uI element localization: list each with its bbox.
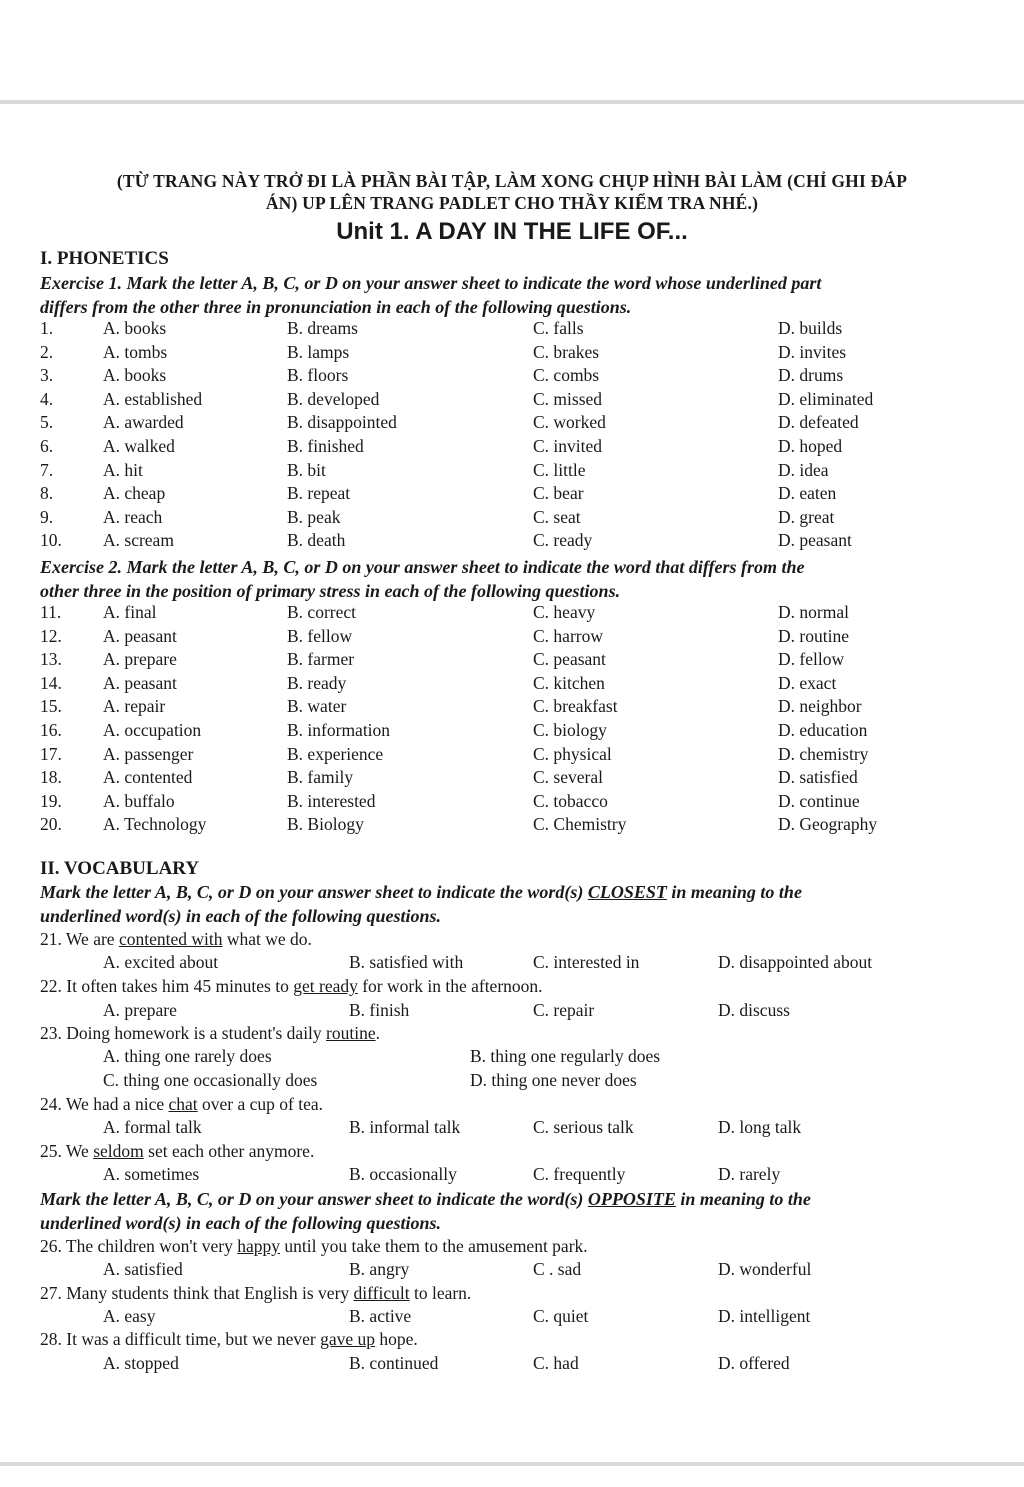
- question-row: [0, 365, 1024, 389]
- question-21: [40, 929, 312, 950]
- question-number: 10.: [40, 530, 62, 551]
- option-d: D. builds: [778, 318, 843, 338]
- question-number: 12.: [40, 625, 62, 646]
- option-d: D. long talk: [718, 1117, 802, 1137]
- option-b: B. information: [287, 720, 391, 740]
- question-number: 3.: [40, 365, 54, 386]
- option-c: C. breakfast: [533, 696, 618, 717]
- option-a: A. formal talk: [103, 1117, 202, 1137]
- exercise-2-instructions: [40, 556, 960, 603]
- option-b: B. interested: [287, 790, 376, 811]
- section-phonetics-title: I. PHONETICS: [40, 248, 169, 269]
- option-d: D. hoped: [778, 436, 843, 456]
- section-vocabulary-title: II. VOCABULARY: [40, 858, 200, 879]
- option-a: A. final: [103, 602, 157, 622]
- option-b: B. correct: [287, 602, 356, 622]
- option-b: B. occasionally: [349, 1164, 457, 1184]
- option-a: A. cheap: [103, 483, 166, 504]
- option-c: C . sad: [533, 1259, 582, 1279]
- question-row: [0, 602, 1024, 626]
- option-c: C. thing one occasionally does: [103, 1070, 318, 1090]
- question-row: [0, 626, 1024, 650]
- question-number: 7.: [40, 459, 54, 480]
- option-a: A. peasant: [103, 672, 177, 693]
- instr-text: Mark the letter A, B, C, or D on your answer sheet to indicate the word(s): [40, 882, 588, 902]
- option-c: C. falls: [533, 318, 584, 338]
- question-row: [0, 342, 1024, 366]
- question-row: [0, 507, 1024, 531]
- option-c: C. seat: [533, 506, 581, 527]
- q-text: 24. We had a nice: [40, 1094, 169, 1114]
- option-b: B. death: [287, 530, 346, 551]
- question-number: 4.: [40, 388, 54, 409]
- q-text: 21. We are: [40, 929, 119, 949]
- option-b: B. informal talk: [349, 1117, 461, 1137]
- option-d: D. chemistry: [778, 743, 869, 764]
- closest-instructions: [40, 881, 960, 928]
- q-underlined: difficult: [353, 1283, 410, 1303]
- option-b: B. family: [287, 767, 354, 788]
- instr-line: Exercise 2. Mark the letter A, B, C, or D on your answer sheet to indicate the word that differs from the: [40, 557, 805, 577]
- question-row: [0, 673, 1024, 697]
- q-underlined: seldom: [93, 1141, 144, 1161]
- question-number: 9.: [40, 506, 54, 527]
- option-b: B. farmer: [287, 649, 355, 670]
- question-number: 1.: [40, 318, 54, 338]
- question-row: [0, 791, 1024, 815]
- q-text: 27. Many students think that English is very: [40, 1283, 354, 1303]
- question-number: 13.: [40, 649, 62, 670]
- option-a: A. repair: [103, 696, 166, 717]
- question-22: [40, 976, 543, 997]
- option-a: A. tombs: [103, 341, 168, 362]
- option-a: A. occupation: [103, 720, 202, 740]
- question-23: [40, 1023, 380, 1044]
- option-d: D. disappointed about: [718, 952, 873, 972]
- option-c: C. ready: [533, 530, 593, 551]
- option-a: A. awarded: [103, 412, 184, 433]
- option-b: B. continued: [349, 1353, 439, 1373]
- question-row: [0, 460, 1024, 484]
- question-28: [40, 1329, 418, 1350]
- option-a: A. peasant: [103, 625, 177, 646]
- question-row: [0, 767, 1024, 791]
- q-text: until you take them to the amusement park.: [280, 1236, 588, 1256]
- option-b: B. water: [287, 696, 347, 717]
- option-b: B. fellow: [287, 625, 353, 646]
- opposite-instructions: [40, 1188, 960, 1235]
- option-a: A. passenger: [103, 743, 194, 764]
- question-row: [0, 318, 1024, 342]
- option-c: C. kitchen: [533, 672, 605, 693]
- header-line-1: (TỪ TRANG NÀY TRỞ ĐI LÀ PHẦN BÀI TẬP, LÀM XONG CHỤP HÌNH BÀI LÀM (CHỈ GHI ĐÁP: [116, 171, 908, 191]
- option-d: D. drums: [778, 365, 844, 386]
- option-d: D. eliminated: [778, 388, 874, 409]
- option-c: C. brakes: [533, 341, 600, 362]
- instr-line: other three in the position of primary stress in each of the following questions.: [40, 580, 621, 601]
- option-a: A. established: [103, 388, 203, 409]
- option-c: C. frequently: [533, 1164, 626, 1184]
- option-d: D. education: [778, 720, 868, 740]
- q-text: what we do.: [222, 929, 312, 949]
- option-b: B. peak: [287, 506, 341, 527]
- question-number: 14.: [40, 672, 62, 693]
- option-a: A. stopped: [103, 1353, 179, 1373]
- option-b: B. satisfied with: [349, 952, 464, 972]
- option-c: C. heavy: [533, 602, 596, 622]
- option-c: C. harrow: [533, 625, 603, 646]
- option-a: A. sometimes: [103, 1164, 200, 1184]
- question-25: [40, 1141, 314, 1162]
- option-c: C. serious talk: [533, 1117, 634, 1137]
- question-24: [40, 1094, 323, 1115]
- option-b: B. lamps: [287, 341, 350, 362]
- option-b: B. thing one regularly does: [470, 1046, 661, 1066]
- option-a: A. contented: [103, 767, 193, 788]
- q-text: over a cup of tea.: [197, 1094, 324, 1114]
- option-a: A. scream: [103, 530, 174, 551]
- question-number: 18.: [40, 767, 62, 788]
- q-text: .: [375, 1023, 380, 1043]
- q-text: 28. It was a difficult time, but we never: [40, 1329, 321, 1349]
- page-header: [30, 170, 994, 214]
- option-d: D. idea: [778, 459, 829, 480]
- option-c: C. had: [533, 1353, 579, 1373]
- question-row: [0, 696, 1024, 720]
- option-d: D. defeated: [778, 412, 859, 433]
- option-c: C. invited: [533, 436, 603, 456]
- option-a: A. buffalo: [103, 790, 175, 811]
- option-a: A. prepare: [103, 649, 177, 670]
- instr-line: underlined word(s) in each of the following questions.: [40, 1212, 442, 1233]
- instr-emphasis: CLOSEST: [587, 882, 667, 902]
- q-text: 22. It often takes him 45 minutes to: [40, 976, 294, 996]
- option-d: D. thing one never does: [470, 1070, 637, 1090]
- option-d: D. eaten: [778, 483, 837, 504]
- option-b: B. experience: [287, 743, 384, 764]
- instr-text: in meaning to the: [675, 1189, 811, 1209]
- option-a: A. thing one rarely does: [103, 1046, 272, 1066]
- instr-text: in meaning to the: [666, 882, 802, 902]
- option-d: D. continue: [778, 790, 860, 811]
- q-text: 26. The children won't very: [40, 1236, 238, 1256]
- exercise-1-instructions: [40, 272, 960, 319]
- option-d: D. wonderful: [718, 1259, 812, 1279]
- question-number: 15.: [40, 696, 62, 717]
- option-c: C. missed: [533, 388, 603, 409]
- option-c: C. little: [533, 459, 586, 480]
- option-b: B. dreams: [287, 318, 358, 338]
- option-b: B. active: [349, 1306, 412, 1326]
- q-underlined: gave up: [320, 1329, 376, 1349]
- q-underlined: contented with: [118, 929, 223, 949]
- top-divider: [0, 100, 1024, 104]
- question-row: [0, 814, 1024, 838]
- header-line-2: ÁN) UP LÊN TRANG PADLET CHO THẦY KIỂM TRA NHÉ.): [265, 193, 759, 213]
- option-a: A. excited about: [103, 952, 219, 972]
- option-a: A. walked: [103, 436, 175, 456]
- option-b: B. bit: [287, 459, 326, 480]
- q-text: set each other anymore.: [143, 1141, 315, 1161]
- option-d: D. great: [778, 506, 835, 527]
- option-c: C. quiet: [533, 1306, 589, 1326]
- option-b: B. Biology: [287, 814, 364, 835]
- option-a: A. easy: [103, 1306, 156, 1326]
- option-c: C. repair: [533, 1000, 595, 1020]
- question-row: [0, 649, 1024, 673]
- q-text: for work in the afternoon.: [357, 976, 543, 996]
- question-number: 19.: [40, 790, 62, 811]
- option-d: D. normal: [778, 602, 849, 622]
- option-a: A. books: [103, 365, 167, 386]
- question-row: [0, 412, 1024, 436]
- option-b: B. developed: [287, 388, 380, 409]
- option-a: A. Technology: [103, 814, 207, 835]
- bottom-divider: [0, 1462, 1024, 1466]
- option-d: D. intelligent: [718, 1306, 811, 1326]
- instr-line: underlined word(s) in each of the following questions.: [40, 905, 442, 926]
- unit-title: Unit 1. A DAY IN THE LIFE OF...: [336, 218, 688, 245]
- question-number: 11.: [40, 602, 62, 622]
- question-26: [40, 1236, 588, 1257]
- question-number: 2.: [40, 341, 54, 362]
- instr-emphasis: OPPOSITE: [587, 1189, 676, 1209]
- option-d: D. invites: [778, 341, 847, 362]
- option-a: A. hit: [103, 459, 143, 480]
- q-underlined: happy: [237, 1236, 281, 1256]
- option-a: A. books: [103, 318, 167, 338]
- option-c: C. physical: [533, 743, 612, 764]
- option-b: B. disappointed: [287, 412, 397, 433]
- option-c: C. worked: [533, 412, 606, 433]
- question-number: 17.: [40, 743, 62, 764]
- question-row: [0, 530, 1024, 554]
- option-d: D. Geography: [778, 814, 878, 835]
- question-row: [0, 436, 1024, 460]
- q-text: 23. Doing homework is a student's daily: [40, 1023, 327, 1043]
- option-c: C. bear: [533, 483, 584, 504]
- option-b: B. ready: [287, 672, 347, 693]
- option-d: D. routine: [778, 625, 849, 646]
- option-d: D. offered: [718, 1353, 790, 1373]
- q-text: 25. We: [40, 1141, 94, 1161]
- option-d: D. exact: [778, 672, 837, 693]
- question-27: [40, 1283, 471, 1304]
- option-c: C. Chemistry: [533, 814, 627, 835]
- question-row: [0, 483, 1024, 507]
- question-row: [0, 720, 1024, 744]
- option-b: B. finish: [349, 1000, 410, 1020]
- option-b: B. floors: [287, 365, 349, 386]
- option-d: D. rarely: [718, 1164, 781, 1184]
- q-underlined: routine: [326, 1023, 376, 1043]
- option-c: C. biology: [533, 720, 607, 740]
- question-number: 8.: [40, 483, 54, 504]
- option-c: C. interested in: [533, 952, 640, 972]
- option-b: B. angry: [349, 1259, 410, 1279]
- option-b: B. finished: [287, 436, 364, 456]
- question-number: 5.: [40, 412, 54, 433]
- option-c: C. several: [533, 767, 603, 788]
- q-underlined: get ready: [293, 976, 358, 996]
- question-number: 6.: [40, 436, 54, 456]
- instr-line: differs from the other three in pronunciation in each of the following questions.: [40, 296, 632, 317]
- option-c: C. combs: [533, 365, 600, 386]
- q-text: to learn.: [409, 1283, 472, 1303]
- option-a: A. reach: [103, 506, 163, 527]
- option-d: D. fellow: [778, 649, 845, 670]
- option-d: D. discuss: [718, 1000, 790, 1020]
- option-a: A. satisfied: [103, 1259, 183, 1279]
- option-c: C. tobacco: [533, 790, 608, 811]
- question-number: 20.: [40, 814, 62, 835]
- option-a: A. prepare: [103, 1000, 177, 1020]
- instr-text: Mark the letter A, B, C, or D on your answer sheet to indicate the word(s): [40, 1189, 588, 1209]
- option-d: D. neighbor: [778, 696, 862, 717]
- question-row: [0, 389, 1024, 413]
- option-b: B. repeat: [287, 483, 351, 504]
- q-underlined: chat: [168, 1094, 198, 1114]
- question-number: 16.: [40, 720, 62, 740]
- option-d: D. peasant: [778, 530, 852, 551]
- question-row: [0, 744, 1024, 768]
- q-text: hope.: [375, 1329, 418, 1349]
- option-c: C. peasant: [533, 649, 606, 670]
- instr-line: Exercise 1. Mark the letter A, B, C, or D on your answer sheet to indicate the word whose underlined part: [40, 273, 822, 293]
- option-d: D. satisfied: [778, 767, 858, 788]
